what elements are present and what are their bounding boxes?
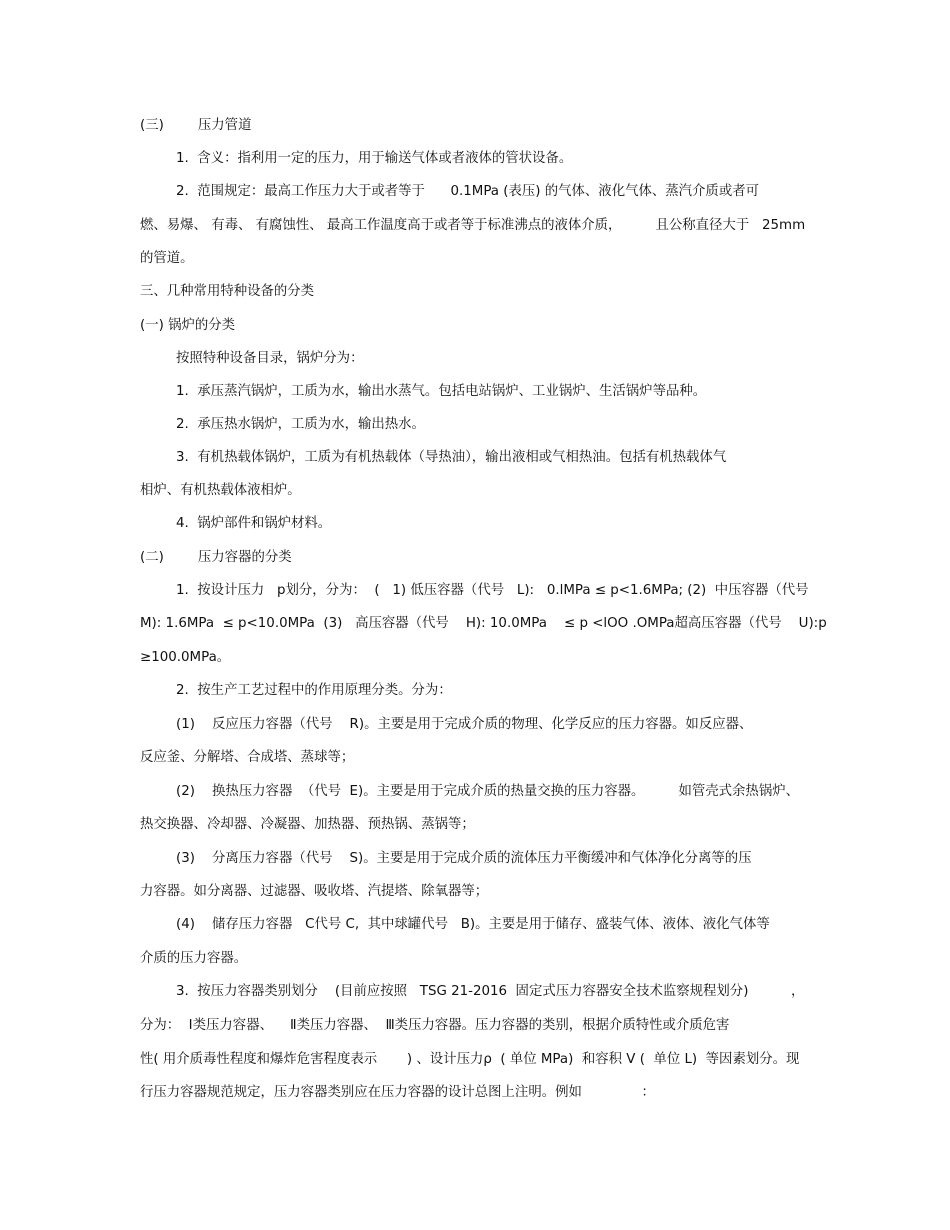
list-item: (1) 反应压力容器（代号 R)。主要是用于完成介质的物理、化学反应的压力容器。如反应器、 [176,717,753,732]
paragraph-line: 2. 范围规定：最高工作压力大于或者等于 0.1MPa (表压) 的气体、液化气体、蒸汽介质或者可 [176,184,759,199]
paragraph-line: 分为： Ⅰ类压力容器、 Ⅱ类压力容器、 Ⅲ类压力容器。压力容器的类别，根据介质特性或介质危害 [140,1018,730,1033]
paragraph-line: 介质的压力容器。 [140,951,248,966]
paragraph-line: 反应釜、分解塔、合成塔、蒸球等； [140,750,355,765]
paragraph-line: 热交换器、冷却器、冷凝器、加热器、预热锅、蒸锅等； [140,817,475,832]
paragraph-line: 力容器。如分离器、过滤器、吸收塔、汽提塔、除氧器等； [140,884,489,899]
list-item: 1. 按设计压力 p划分，分为： ( 1) 低压容器（代号 L): 0.lMPa ≤ p<1.6MPa; (2) 中压容器（代号 [176,583,809,598]
paragraph-line: 的管道。 [140,251,194,266]
paragraph-line: ≥100.0MPa。 [140,650,231,665]
section-heading-boiler: (一) 锅炉的分类 [140,318,236,333]
paragraph-line: 1. 含义：指利用一定的压力，用于输送气体或者液体的管状设备。 [176,151,573,166]
paragraph-line: M): 1.6MPa ≤ p<10.0MPa (3) 高压容器（代号 H): 10.0MPa ≤ p <lOO .OMPa超高压容器（代号 U):p [140,616,827,631]
paragraph-line: 按照特种设备目录，锅炉分为： [176,351,364,366]
list-item: 3. 有机热载体锅炉，工质为有机热载体（导热油），输出液相或气相热油。包括有机热载体气 [176,450,727,465]
list-item: (3) 分离压力容器（代号 S)。主要是用于完成介质的流体压力平衡缓冲和气体净化分离等的压 [176,851,752,866]
list-item: 2. 承压热水锅炉，工质为水，输出热水。 [176,417,425,432]
list-item: 3. 按压力容器类别划分 (目前应按照 TSG 21-2016 固定式压力容器安全技术监察规程划分) ， [176,984,805,999]
list-item: (2) 换热压力容器 （代号 E)。主要是用于完成介质的热量交换的压力容器。 如管壳式余热锅炉、 [176,784,799,799]
list-item: 4. 锅炉部件和锅炉材料。 [176,516,332,531]
section-heading-pressure-pipeline: (三) 压力管道 [140,118,252,133]
list-item: 1. 承压蒸汽锅炉，工质为水，输出水蒸气。包括电站锅炉、工业锅炉、生活锅炉等品种。 [176,384,707,399]
paragraph-line: 行压力容器规范规定，压力容器类别应在压力容器的设计总图上注明。例如 ： [140,1085,655,1100]
list-item: (4) 储存压力容器 C代号 C, 其中球罐代号 B)。主要是用于储存、盛装气体、液体、液化气体等 [176,917,770,932]
paragraph-line: 性( 用介质毒性程度和爆炸危害程度表示 ) 、设计压力ρ ( 单位 MPa) 和容积 V ( 单位 L) 等因素划分。现 [140,1052,800,1067]
section-heading-classification: 三、几种常用特种设备的分类 [140,284,315,299]
paragraph-line: 相炉、有机热载体液相炉。 [140,483,301,498]
section-heading-pressure-vessel: (二) 压力容器的分类 [140,550,292,565]
paragraph-line: 燃、易爆、 有毒、 有腐蚀性、 最高工作温度高于或者等于标准沸点的液体介质， 且公称直径大于 25mm [140,218,806,233]
list-item: 2. 按生产工艺过程中的作用原理分类。分为： [176,683,452,698]
